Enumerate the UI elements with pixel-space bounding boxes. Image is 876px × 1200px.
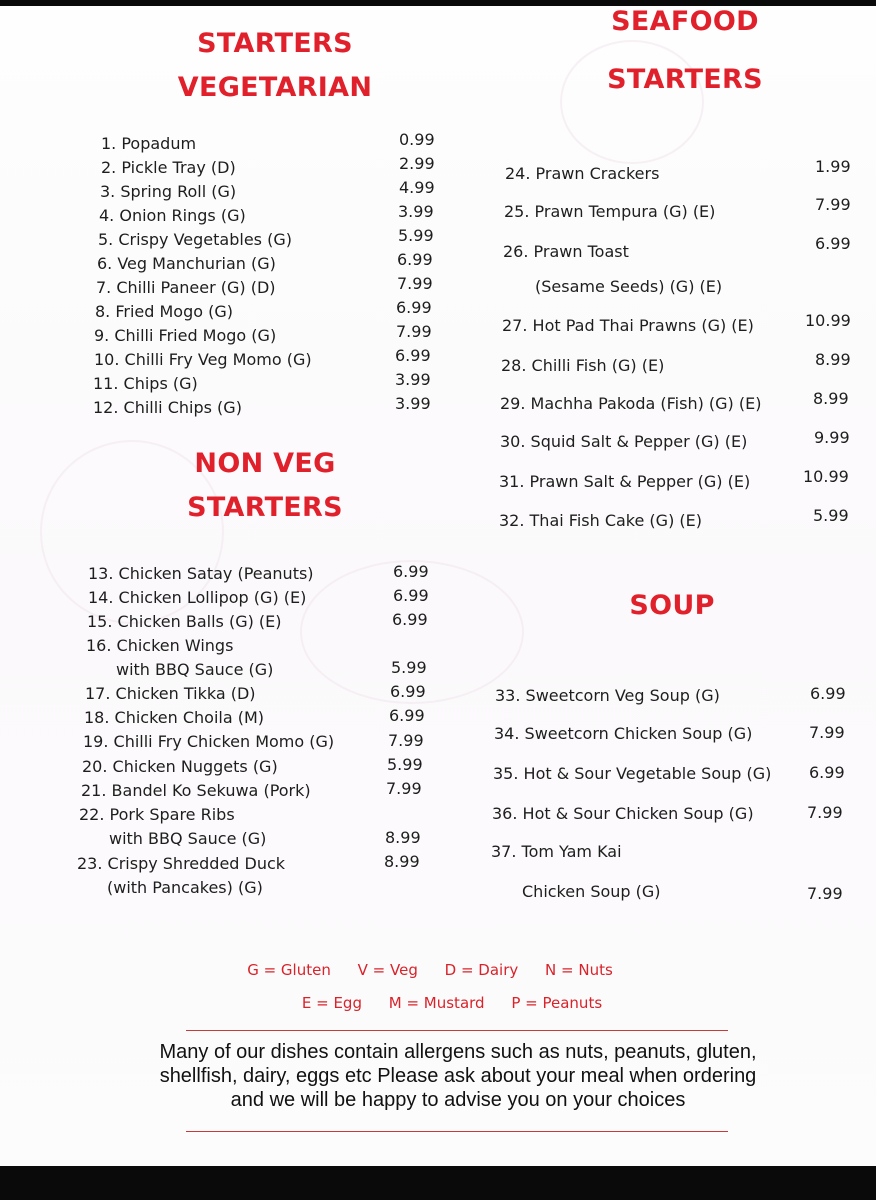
menu-item: 37. Tom Yam Kai	[491, 842, 622, 861]
menu-price: 1.99	[815, 157, 851, 176]
menu-price: 7.99	[396, 322, 432, 341]
menu-price: 5.99	[398, 226, 434, 245]
bottom-border	[0, 1166, 876, 1200]
menu-item: 20. Chicken Nuggets (G)	[82, 757, 278, 776]
menu-item: 4. Onion Rings (G)	[99, 206, 246, 225]
menu-price: 7.99	[386, 779, 422, 798]
menu-item: 5. Crispy Vegetables (G)	[98, 230, 292, 249]
allergen-note-line: shellfish, dairy, eggs etc Please ask about your meal when ordering	[159, 1065, 757, 1087]
menu-price: 6.99	[815, 234, 851, 253]
menu-price: 7.99	[397, 274, 433, 293]
menu-price: 6.99	[810, 684, 846, 703]
menu-item: 1. Popadum	[101, 134, 197, 153]
menu-item: (with Pancakes) (G)	[107, 878, 263, 897]
allergen-legend-row-1	[0, 960, 868, 980]
menu-price: 7.99	[388, 731, 424, 750]
legend-peanuts: P = Peanuts	[511, 994, 603, 1012]
menu-item: 22. Pork Spare Ribs	[79, 805, 235, 824]
menu-item: 34. Sweetcorn Chicken Soup (G)	[494, 724, 753, 743]
legend-mustard: M = Mustard	[388, 994, 485, 1012]
menu-price: 5.99	[813, 506, 849, 525]
heading-seafood-starters: STARTERS	[607, 64, 763, 95]
allergen-note	[108, 1040, 808, 1112]
menu-item: 2. Pickle Tray (D)	[101, 158, 236, 177]
menu-item: 24. Prawn Crackers	[505, 164, 660, 183]
menu-price: 0.99	[399, 130, 435, 149]
menu-item: 19. Chilli Fry Chicken Momo (G)	[83, 732, 335, 751]
menu-price: 6.99	[809, 763, 845, 782]
menu-item: 33. Sweetcorn Veg Soup (G)	[495, 686, 720, 705]
menu-item: Chicken Soup (G)	[522, 882, 661, 901]
menu-price: 7.99	[815, 195, 851, 214]
menu-price: 6.99	[397, 250, 433, 269]
menu-price: 7.99	[807, 884, 843, 903]
menu-item: 32. Thai Fish Cake (G) (E)	[499, 511, 702, 530]
menu-item: 12. Chilli Chips (G)	[93, 398, 242, 417]
menu-price: 10.99	[805, 311, 851, 330]
legend-dairy: D = Dairy	[444, 961, 519, 979]
menu-price: 6.99	[393, 562, 429, 581]
menu-price: 5.99	[391, 658, 427, 677]
menu-item: 21. Bandel Ko Sekuwa (Pork)	[81, 781, 311, 800]
menu-price: 3.99	[395, 394, 431, 413]
menu-price: 8.99	[384, 852, 420, 871]
heading-seafood: SEAFOOD	[611, 6, 759, 37]
menu-price: 6.99	[389, 706, 425, 725]
heading-soup: SOUP	[629, 590, 715, 621]
menu-item: 26. Prawn Toast	[503, 242, 629, 261]
menu-item: 35. Hot & Sour Vegetable Soup (G)	[493, 764, 772, 783]
menu-item: 29. Machha Pakoda (Fish) (G) (E)	[500, 394, 762, 413]
menu-price: 10.99	[803, 467, 849, 486]
menu-item: 13. Chicken Satay (Peanuts)	[88, 564, 314, 583]
menu-item: 23. Crispy Shredded Duck	[77, 854, 286, 873]
menu-item: 18. Chicken Choila (M)	[84, 708, 265, 727]
menu-price: 4.99	[399, 178, 435, 197]
menu-item: 30. Squid Salt & Pepper (G) (E)	[500, 432, 748, 451]
allergen-note-line: Many of our dishes contain allergens such as nuts, peanuts, gluten,	[159, 1041, 757, 1063]
menu-price: 6.99	[392, 610, 428, 629]
menu-price: 7.99	[807, 803, 843, 822]
divider-top	[186, 1030, 728, 1031]
menu-item: 25. Prawn Tempura (G) (E)	[504, 202, 716, 221]
menu-item: (Sesame Seeds) (G) (E)	[535, 277, 723, 296]
menu-item: 10. Chilli Fry Veg Momo (G)	[94, 350, 312, 369]
menu-item: 36. Hot & Sour Chicken Soup (G)	[492, 804, 754, 823]
menu-item: 17. Chicken Tikka (D)	[85, 684, 256, 703]
allergen-legend-row-2	[14, 993, 876, 1013]
menu-item: 14. Chicken Lollipop (G) (E)	[88, 588, 307, 607]
legend-veg: V = Veg	[357, 961, 418, 979]
menu-price: 2.99	[399, 154, 435, 173]
menu-price: 3.99	[398, 202, 434, 221]
menu-price: 6.99	[395, 346, 431, 365]
menu-item: with BBQ Sauce (G)	[116, 660, 274, 679]
menu-item: 6. Veg Manchurian (G)	[97, 254, 276, 273]
menu-item: 11. Chips (G)	[93, 374, 198, 393]
menu-item: 15. Chicken Balls (G) (E)	[87, 612, 282, 631]
menu-item: with BBQ Sauce (G)	[109, 829, 267, 848]
legend-gluten: G = Gluten	[247, 961, 331, 979]
legend-nuts: N = Nuts	[545, 961, 613, 979]
menu-price: 6.99	[396, 298, 432, 317]
legend-egg: E = Egg	[301, 994, 362, 1012]
allergen-note-line: and we will be happy to advise you on your choices	[230, 1089, 686, 1111]
menu-price: 8.99	[385, 828, 421, 847]
divider-bottom	[186, 1131, 728, 1132]
heading-vegetarian: VEGETARIAN	[177, 72, 373, 103]
menu-item: 8. Fried Mogo (G)	[95, 302, 234, 321]
menu-item: 16. Chicken Wings	[86, 636, 234, 655]
menu-price: 8.99	[815, 350, 851, 369]
menu-price: 8.99	[813, 389, 849, 408]
menu-price: 3.99	[395, 370, 431, 389]
menu-price: 5.99	[387, 755, 423, 774]
menu-price: 9.99	[814, 428, 850, 447]
heading-non-veg: NON VEG	[194, 448, 336, 479]
menu-item: 7. Chilli Paneer (G) (D)	[96, 278, 276, 297]
menu-item: 27. Hot Pad Thai Prawns (G) (E)	[502, 316, 754, 335]
menu-item: 9. Chilli Fried Mogo (G)	[94, 326, 277, 345]
menu-price: 7.99	[809, 723, 845, 742]
heading-starters: STARTERS	[197, 28, 353, 59]
menu-item: 3. Spring Roll (G)	[100, 182, 237, 201]
menu-item: 31. Prawn Salt & Pepper (G) (E)	[499, 472, 751, 491]
menu-item: 28. Chilli Fish (G) (E)	[501, 356, 665, 375]
heading-non-veg-starters: STARTERS	[187, 492, 343, 523]
menu-price: 6.99	[393, 586, 429, 605]
menu-price: 6.99	[390, 682, 426, 701]
